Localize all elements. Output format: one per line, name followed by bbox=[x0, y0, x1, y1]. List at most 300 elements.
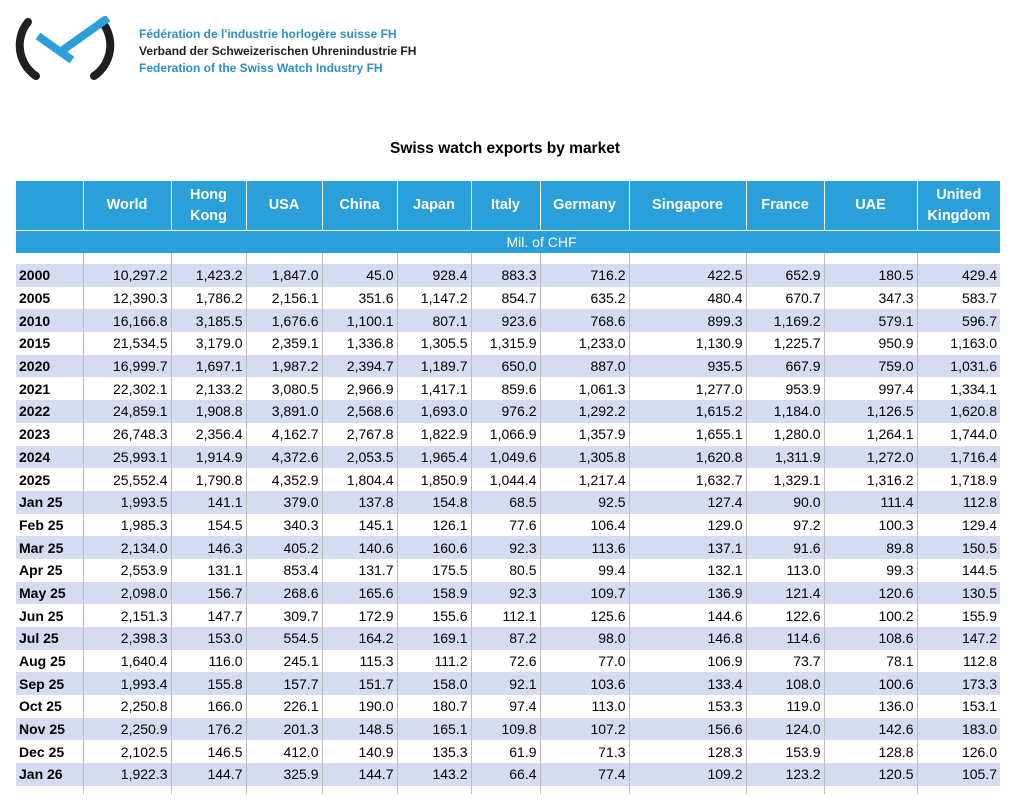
table-cell: 1,336.8 bbox=[322, 332, 397, 355]
table-cell: 1,790.8 bbox=[171, 468, 246, 491]
table-cell: 2,553.9 bbox=[83, 559, 171, 582]
table-cell: 123.2 bbox=[746, 763, 824, 786]
table-cell: 1,847.0 bbox=[246, 264, 322, 287]
table-row bbox=[16, 377, 1000, 400]
table-cell: 126.1 bbox=[397, 514, 471, 537]
table-cell: 106.4 bbox=[540, 514, 629, 537]
table-cell: 1,316.2 bbox=[824, 468, 917, 491]
table-cell: 3,080.5 bbox=[246, 377, 322, 400]
row-label: 2024 bbox=[16, 446, 83, 469]
table-cell: 16,166.8 bbox=[83, 309, 171, 332]
table-cell: 157.7 bbox=[246, 672, 322, 695]
table-cell: 92.3 bbox=[471, 582, 540, 605]
table-cell: 1,676.6 bbox=[246, 309, 322, 332]
column-header: United Kingdom bbox=[917, 181, 1000, 231]
table-cell: 77.6 bbox=[471, 514, 540, 537]
table-cell: 92.5 bbox=[540, 491, 629, 514]
table-cell: 226.1 bbox=[246, 695, 322, 718]
table-cell: 150.5 bbox=[917, 536, 1000, 559]
bottom-row bbox=[16, 786, 1000, 794]
table-cell: 953.9 bbox=[746, 377, 824, 400]
table-cell: 652.9 bbox=[746, 264, 824, 287]
column-header: Japan bbox=[397, 181, 471, 231]
table-cell: 71.3 bbox=[540, 740, 629, 763]
table-cell: 670.7 bbox=[746, 287, 824, 310]
table-cell: 854.7 bbox=[471, 287, 540, 310]
table-cell: 99.3 bbox=[824, 559, 917, 582]
table-cell: 89.8 bbox=[824, 536, 917, 559]
table-cell: 429.4 bbox=[917, 264, 1000, 287]
table-cell: 25,993.1 bbox=[83, 446, 171, 469]
row-label: Jan 25 bbox=[16, 491, 83, 514]
column-header-row bbox=[16, 181, 1000, 231]
table-cell: 3,179.0 bbox=[171, 332, 246, 355]
units-label: Mil. of CHF bbox=[83, 231, 1000, 254]
table-cell: 146.5 bbox=[171, 740, 246, 763]
table-cell: 127.4 bbox=[629, 491, 746, 514]
table-cell: 147.2 bbox=[917, 627, 1000, 650]
table-cell: 1,311.9 bbox=[746, 446, 824, 469]
table-cell: 111.2 bbox=[397, 650, 471, 673]
table-cell: 97.4 bbox=[471, 695, 540, 718]
table-cell: 1,277.0 bbox=[629, 377, 746, 400]
table-cell: 351.6 bbox=[322, 287, 397, 310]
table-cell: 635.2 bbox=[540, 287, 629, 310]
table-cell: 1,718.9 bbox=[917, 468, 1000, 491]
table-cell: 2,250.8 bbox=[83, 695, 171, 718]
table-cell: 153.9 bbox=[746, 740, 824, 763]
table-cell: 2,394.7 bbox=[322, 355, 397, 378]
table-cell: 2,398.3 bbox=[83, 627, 171, 650]
table-cell: 21,534.5 bbox=[83, 332, 171, 355]
table-cell: 422.5 bbox=[629, 264, 746, 287]
table-cell: 1,987.2 bbox=[246, 355, 322, 378]
table-cell: 112.1 bbox=[471, 604, 540, 627]
table-cell: 4,372.6 bbox=[246, 446, 322, 469]
table-cell: 1,334.1 bbox=[917, 377, 1000, 400]
table-cell: 132.1 bbox=[629, 559, 746, 582]
units-row bbox=[16, 231, 1000, 254]
table-row bbox=[16, 264, 1000, 287]
table-cell: 98.0 bbox=[540, 627, 629, 650]
table-cell: 650.0 bbox=[471, 355, 540, 378]
column-header: Singapore bbox=[629, 181, 746, 231]
table-cell: 140.9 bbox=[322, 740, 397, 763]
table-cell: 4,162.7 bbox=[246, 423, 322, 446]
table-cell: 1,130.9 bbox=[629, 332, 746, 355]
table-cell: 90.0 bbox=[746, 491, 824, 514]
table-cell: 2,133.2 bbox=[171, 377, 246, 400]
table-cell: 143.2 bbox=[397, 763, 471, 786]
row-label: 2022 bbox=[16, 400, 83, 423]
table-cell: 154.5 bbox=[171, 514, 246, 537]
table-cell: 24,859.1 bbox=[83, 400, 171, 423]
row-label: Jul 25 bbox=[16, 627, 83, 650]
table-cell: 2,966.9 bbox=[322, 377, 397, 400]
table-cell: 92.1 bbox=[471, 672, 540, 695]
table-cell: 144.6 bbox=[629, 604, 746, 627]
table-cell: 887.0 bbox=[540, 355, 629, 378]
table-cell: 173.3 bbox=[917, 672, 1000, 695]
table-cell: 480.4 bbox=[629, 287, 746, 310]
table-cell: 73.7 bbox=[746, 650, 824, 673]
table-cell: 137.1 bbox=[629, 536, 746, 559]
table-cell: 141.1 bbox=[171, 491, 246, 514]
table-cell: 114.6 bbox=[746, 627, 824, 650]
column-header: Germany bbox=[540, 181, 629, 231]
table-cell: 183.0 bbox=[917, 718, 1000, 741]
logo-hand-short bbox=[60, 18, 108, 52]
table-cell: 1,126.5 bbox=[824, 400, 917, 423]
table-cell: 950.9 bbox=[824, 332, 917, 355]
table-cell: 667.9 bbox=[746, 355, 824, 378]
table-row bbox=[16, 423, 1000, 446]
table-cell: 100.2 bbox=[824, 604, 917, 627]
table-cell: 1,423.2 bbox=[171, 264, 246, 287]
table-cell: 190.0 bbox=[322, 695, 397, 718]
table-cell: 147.7 bbox=[171, 604, 246, 627]
table-cell: 140.6 bbox=[322, 536, 397, 559]
table-cell: 12,390.3 bbox=[83, 287, 171, 310]
row-label: May 25 bbox=[16, 582, 83, 605]
table-cell: 155.8 bbox=[171, 672, 246, 695]
table-cell: 1,985.3 bbox=[83, 514, 171, 537]
table-cell: 45.0 bbox=[322, 264, 397, 287]
table-cell: 579.1 bbox=[824, 309, 917, 332]
org-name-de: Verband der Schweizerischen Uhrenindustrie FH bbox=[139, 44, 417, 58]
row-label: 2023 bbox=[16, 423, 83, 446]
table-cell: 997.4 bbox=[824, 377, 917, 400]
table-row bbox=[16, 309, 1000, 332]
row-label: 2005 bbox=[16, 287, 83, 310]
table-row bbox=[16, 400, 1000, 423]
table-cell: 759.0 bbox=[824, 355, 917, 378]
row-label: 2000 bbox=[16, 264, 83, 287]
table-cell: 92.3 bbox=[471, 536, 540, 559]
table-cell: 1,163.0 bbox=[917, 332, 1000, 355]
org-name-en: Federation of the Swiss Watch Industry FH bbox=[139, 61, 383, 75]
table-row bbox=[16, 582, 1000, 605]
table-cell: 859.6 bbox=[471, 377, 540, 400]
table-cell: 1,632.7 bbox=[629, 468, 746, 491]
table-cell: 1,264.1 bbox=[824, 423, 917, 446]
table-cell: 146.8 bbox=[629, 627, 746, 650]
table-cell: 4,352.9 bbox=[246, 468, 322, 491]
table-cell: 1,189.7 bbox=[397, 355, 471, 378]
table-cell: 77.0 bbox=[540, 650, 629, 673]
table-cell: 1,693.0 bbox=[397, 400, 471, 423]
table-cell: 2,568.6 bbox=[322, 400, 397, 423]
table-cell: 145.1 bbox=[322, 514, 397, 537]
row-label: Nov 25 bbox=[16, 718, 83, 741]
table-cell: 112.8 bbox=[917, 491, 1000, 514]
row-label: Apr 25 bbox=[16, 559, 83, 582]
table-cell: 1,744.0 bbox=[917, 423, 1000, 446]
table-cell: 1,305.8 bbox=[540, 446, 629, 469]
table-cell: 807.1 bbox=[397, 309, 471, 332]
spacer-row bbox=[16, 253, 1000, 264]
table-cell: 1,655.1 bbox=[629, 423, 746, 446]
table-cell: 1,417.1 bbox=[397, 377, 471, 400]
table-cell: 156.6 bbox=[629, 718, 746, 741]
table-cell: 1,280.0 bbox=[746, 423, 824, 446]
table-row bbox=[16, 514, 1000, 537]
table-cell: 120.5 bbox=[824, 763, 917, 786]
table-cell: 105.7 bbox=[917, 763, 1000, 786]
table-cell: 2,767.8 bbox=[322, 423, 397, 446]
table-cell: 175.5 bbox=[397, 559, 471, 582]
table-cell: 61.9 bbox=[471, 740, 540, 763]
table-cell: 180.5 bbox=[824, 264, 917, 287]
table-cell: 148.5 bbox=[322, 718, 397, 741]
table-cell: 935.5 bbox=[629, 355, 746, 378]
table-cell: 16,999.7 bbox=[83, 355, 171, 378]
table-cell: 66.4 bbox=[471, 763, 540, 786]
table-cell: 3,891.0 bbox=[246, 400, 322, 423]
column-header: Italy bbox=[471, 181, 540, 231]
table-row bbox=[16, 491, 1000, 514]
table-row bbox=[16, 468, 1000, 491]
row-label: 2025 bbox=[16, 468, 83, 491]
table-cell: 883.3 bbox=[471, 264, 540, 287]
table-row bbox=[16, 718, 1000, 741]
table-cell: 340.3 bbox=[246, 514, 322, 537]
table-cell: 1,357.9 bbox=[540, 423, 629, 446]
table-cell: 2,053.5 bbox=[322, 446, 397, 469]
table-cell: 2,098.0 bbox=[83, 582, 171, 605]
table-cell: 153.0 bbox=[171, 627, 246, 650]
table-cell: 1,914.9 bbox=[171, 446, 246, 469]
table-cell: 100.3 bbox=[824, 514, 917, 537]
table-cell: 124.0 bbox=[746, 718, 824, 741]
table-title: Swiss watch exports by market bbox=[389, 140, 620, 157]
table-cell: 2,156.1 bbox=[246, 287, 322, 310]
fh-logo bbox=[14, 16, 116, 82]
table-cell: 144.7 bbox=[322, 763, 397, 786]
table-cell: 97.2 bbox=[746, 514, 824, 537]
table-cell: 1,620.8 bbox=[917, 400, 1000, 423]
table-cell: 165.1 bbox=[397, 718, 471, 741]
table-cell: 1,292.2 bbox=[540, 400, 629, 423]
table-cell: 144.5 bbox=[917, 559, 1000, 582]
column-header: USA bbox=[246, 181, 322, 231]
row-label: 2015 bbox=[16, 332, 83, 355]
table-cell: 268.6 bbox=[246, 582, 322, 605]
table-cell: 72.6 bbox=[471, 650, 540, 673]
table-row bbox=[16, 604, 1000, 627]
table-cell: 1,184.0 bbox=[746, 400, 824, 423]
table-cell: 1,804.4 bbox=[322, 468, 397, 491]
table-cell: 160.6 bbox=[397, 536, 471, 559]
table-row bbox=[16, 672, 1000, 695]
units-corner bbox=[16, 231, 83, 254]
table-cell: 25,552.4 bbox=[83, 468, 171, 491]
table-cell: 1,066.9 bbox=[471, 423, 540, 446]
table-cell: 137.8 bbox=[322, 491, 397, 514]
table-cell: 1,786.2 bbox=[171, 287, 246, 310]
row-label: Dec 25 bbox=[16, 740, 83, 763]
table-cell: 103.6 bbox=[540, 672, 629, 695]
table-cell: 106.9 bbox=[629, 650, 746, 673]
table-cell: 169.1 bbox=[397, 627, 471, 650]
table-row bbox=[16, 695, 1000, 718]
table-cell: 245.1 bbox=[246, 650, 322, 673]
table-row bbox=[16, 446, 1000, 469]
table-cell: 201.3 bbox=[246, 718, 322, 741]
table-cell: 91.6 bbox=[746, 536, 824, 559]
table-cell: 119.0 bbox=[746, 695, 824, 718]
table-cell: 976.2 bbox=[471, 400, 540, 423]
column-header: France bbox=[746, 181, 824, 231]
table-cell: 1,100.1 bbox=[322, 309, 397, 332]
table-cell: 596.7 bbox=[917, 309, 1000, 332]
table-cell: 130.5 bbox=[917, 582, 1000, 605]
table-row bbox=[16, 287, 1000, 310]
table-cell: 136.0 bbox=[824, 695, 917, 718]
row-label: Sep 25 bbox=[16, 672, 83, 695]
table-cell: 2,250.9 bbox=[83, 718, 171, 741]
table-cell: 166.0 bbox=[171, 695, 246, 718]
table-cell: 1,716.4 bbox=[917, 446, 1000, 469]
table-row bbox=[16, 536, 1000, 559]
column-header: World bbox=[83, 181, 171, 231]
column-header: UAE bbox=[824, 181, 917, 231]
table-cell: 131.7 bbox=[322, 559, 397, 582]
table-cell: 2,356.4 bbox=[171, 423, 246, 446]
table-cell: 1,233.0 bbox=[540, 332, 629, 355]
table-cell: 1,965.4 bbox=[397, 446, 471, 469]
logo-left-arc bbox=[20, 22, 36, 76]
table-cell: 180.7 bbox=[397, 695, 471, 718]
table-cell: 113.0 bbox=[540, 695, 629, 718]
table-row bbox=[16, 355, 1000, 378]
table-cell: 1,908.8 bbox=[171, 400, 246, 423]
table-cell: 1,822.9 bbox=[397, 423, 471, 446]
table-cell: 1,329.1 bbox=[746, 468, 824, 491]
table-cell: 158.0 bbox=[397, 672, 471, 695]
table-cell: 412.0 bbox=[246, 740, 322, 763]
table-cell: 1,061.3 bbox=[540, 377, 629, 400]
table-cell: 125.6 bbox=[540, 604, 629, 627]
table-cell: 116.0 bbox=[171, 650, 246, 673]
table-cell: 120.6 bbox=[824, 582, 917, 605]
table-cell: 87.2 bbox=[471, 627, 540, 650]
table-row bbox=[16, 763, 1000, 786]
table-cell: 129.4 bbox=[917, 514, 1000, 537]
table-cell: 146.3 bbox=[171, 536, 246, 559]
table-cell: 1,615.2 bbox=[629, 400, 746, 423]
table-cell: 1,315.9 bbox=[471, 332, 540, 355]
row-label: 2010 bbox=[16, 309, 83, 332]
table-cell: 164.2 bbox=[322, 627, 397, 650]
table-cell: 129.0 bbox=[629, 514, 746, 537]
table-cell: 325.9 bbox=[246, 763, 322, 786]
header-corner bbox=[16, 181, 83, 231]
row-label: Feb 25 bbox=[16, 514, 83, 537]
table-cell: 122.6 bbox=[746, 604, 824, 627]
table-cell: 899.3 bbox=[629, 309, 746, 332]
table-cell: 1,640.4 bbox=[83, 650, 171, 673]
table-cell: 1,993.5 bbox=[83, 491, 171, 514]
table-cell: 111.4 bbox=[824, 491, 917, 514]
table-cell: 1,697.1 bbox=[171, 355, 246, 378]
table-cell: 155.9 bbox=[917, 604, 1000, 627]
row-label: Aug 25 bbox=[16, 650, 83, 673]
table-cell: 109.8 bbox=[471, 718, 540, 741]
table-cell: 156.7 bbox=[171, 582, 246, 605]
table-cell: 153.3 bbox=[629, 695, 746, 718]
table-cell: 309.7 bbox=[246, 604, 322, 627]
table-cell: 136.9 bbox=[629, 582, 746, 605]
table-cell: 154.8 bbox=[397, 491, 471, 514]
organization-names bbox=[139, 26, 416, 77]
table-cell: 172.9 bbox=[322, 604, 397, 627]
table-cell: 26,748.3 bbox=[83, 423, 171, 446]
table-cell: 100.6 bbox=[824, 672, 917, 695]
table-cell: 121.4 bbox=[746, 582, 824, 605]
table-cell: 153.1 bbox=[917, 695, 1000, 718]
row-label: Oct 25 bbox=[16, 695, 83, 718]
table-cell: 99.4 bbox=[540, 559, 629, 582]
exports-table bbox=[16, 181, 1000, 794]
table-cell: 108.6 bbox=[824, 627, 917, 650]
table-cell: 1,305.5 bbox=[397, 332, 471, 355]
table-cell: 113.0 bbox=[746, 559, 824, 582]
table-cell: 1,922.3 bbox=[83, 763, 171, 786]
table-cell: 1,044.4 bbox=[471, 468, 540, 491]
table-cell: 68.5 bbox=[471, 491, 540, 514]
table-cell: 77.4 bbox=[540, 763, 629, 786]
table-cell: 583.7 bbox=[917, 287, 1000, 310]
table-cell: 1,225.7 bbox=[746, 332, 824, 355]
table-cell: 347.3 bbox=[824, 287, 917, 310]
table-cell: 1,169.2 bbox=[746, 309, 824, 332]
table-cell: 716.2 bbox=[540, 264, 629, 287]
table-cell: 928.4 bbox=[397, 264, 471, 287]
table-cell: 165.6 bbox=[322, 582, 397, 605]
table-body bbox=[16, 264, 1000, 786]
table-cell: 126.0 bbox=[917, 740, 1000, 763]
table-cell: 142.6 bbox=[824, 718, 917, 741]
table-cell: 923.6 bbox=[471, 309, 540, 332]
table-cell: 379.0 bbox=[246, 491, 322, 514]
row-label: Mar 25 bbox=[16, 536, 83, 559]
row-label: 2020 bbox=[16, 355, 83, 378]
table-cell: 1,620.8 bbox=[629, 446, 746, 469]
row-label: 2021 bbox=[16, 377, 83, 400]
table-cell: 133.4 bbox=[629, 672, 746, 695]
table-cell: 176.2 bbox=[171, 718, 246, 741]
table-cell: 2,151.3 bbox=[83, 604, 171, 627]
table-cell: 109.2 bbox=[629, 763, 746, 786]
table-cell: 115.3 bbox=[322, 650, 397, 673]
table-cell: 1,272.0 bbox=[824, 446, 917, 469]
table-cell: 2,359.1 bbox=[246, 332, 322, 355]
table-cell: 144.7 bbox=[171, 763, 246, 786]
table-cell: 78.1 bbox=[824, 650, 917, 673]
row-label: Jun 25 bbox=[16, 604, 83, 627]
table-cell: 128.8 bbox=[824, 740, 917, 763]
column-header: China bbox=[322, 181, 397, 231]
table-row bbox=[16, 332, 1000, 355]
table-cell: 1,850.9 bbox=[397, 468, 471, 491]
table-cell: 80.5 bbox=[471, 559, 540, 582]
table-cell: 151.7 bbox=[322, 672, 397, 695]
row-label: Jan 26 bbox=[16, 763, 83, 786]
table-row bbox=[16, 650, 1000, 673]
table-cell: 112.8 bbox=[917, 650, 1000, 673]
table-cell: 108.0 bbox=[746, 672, 824, 695]
